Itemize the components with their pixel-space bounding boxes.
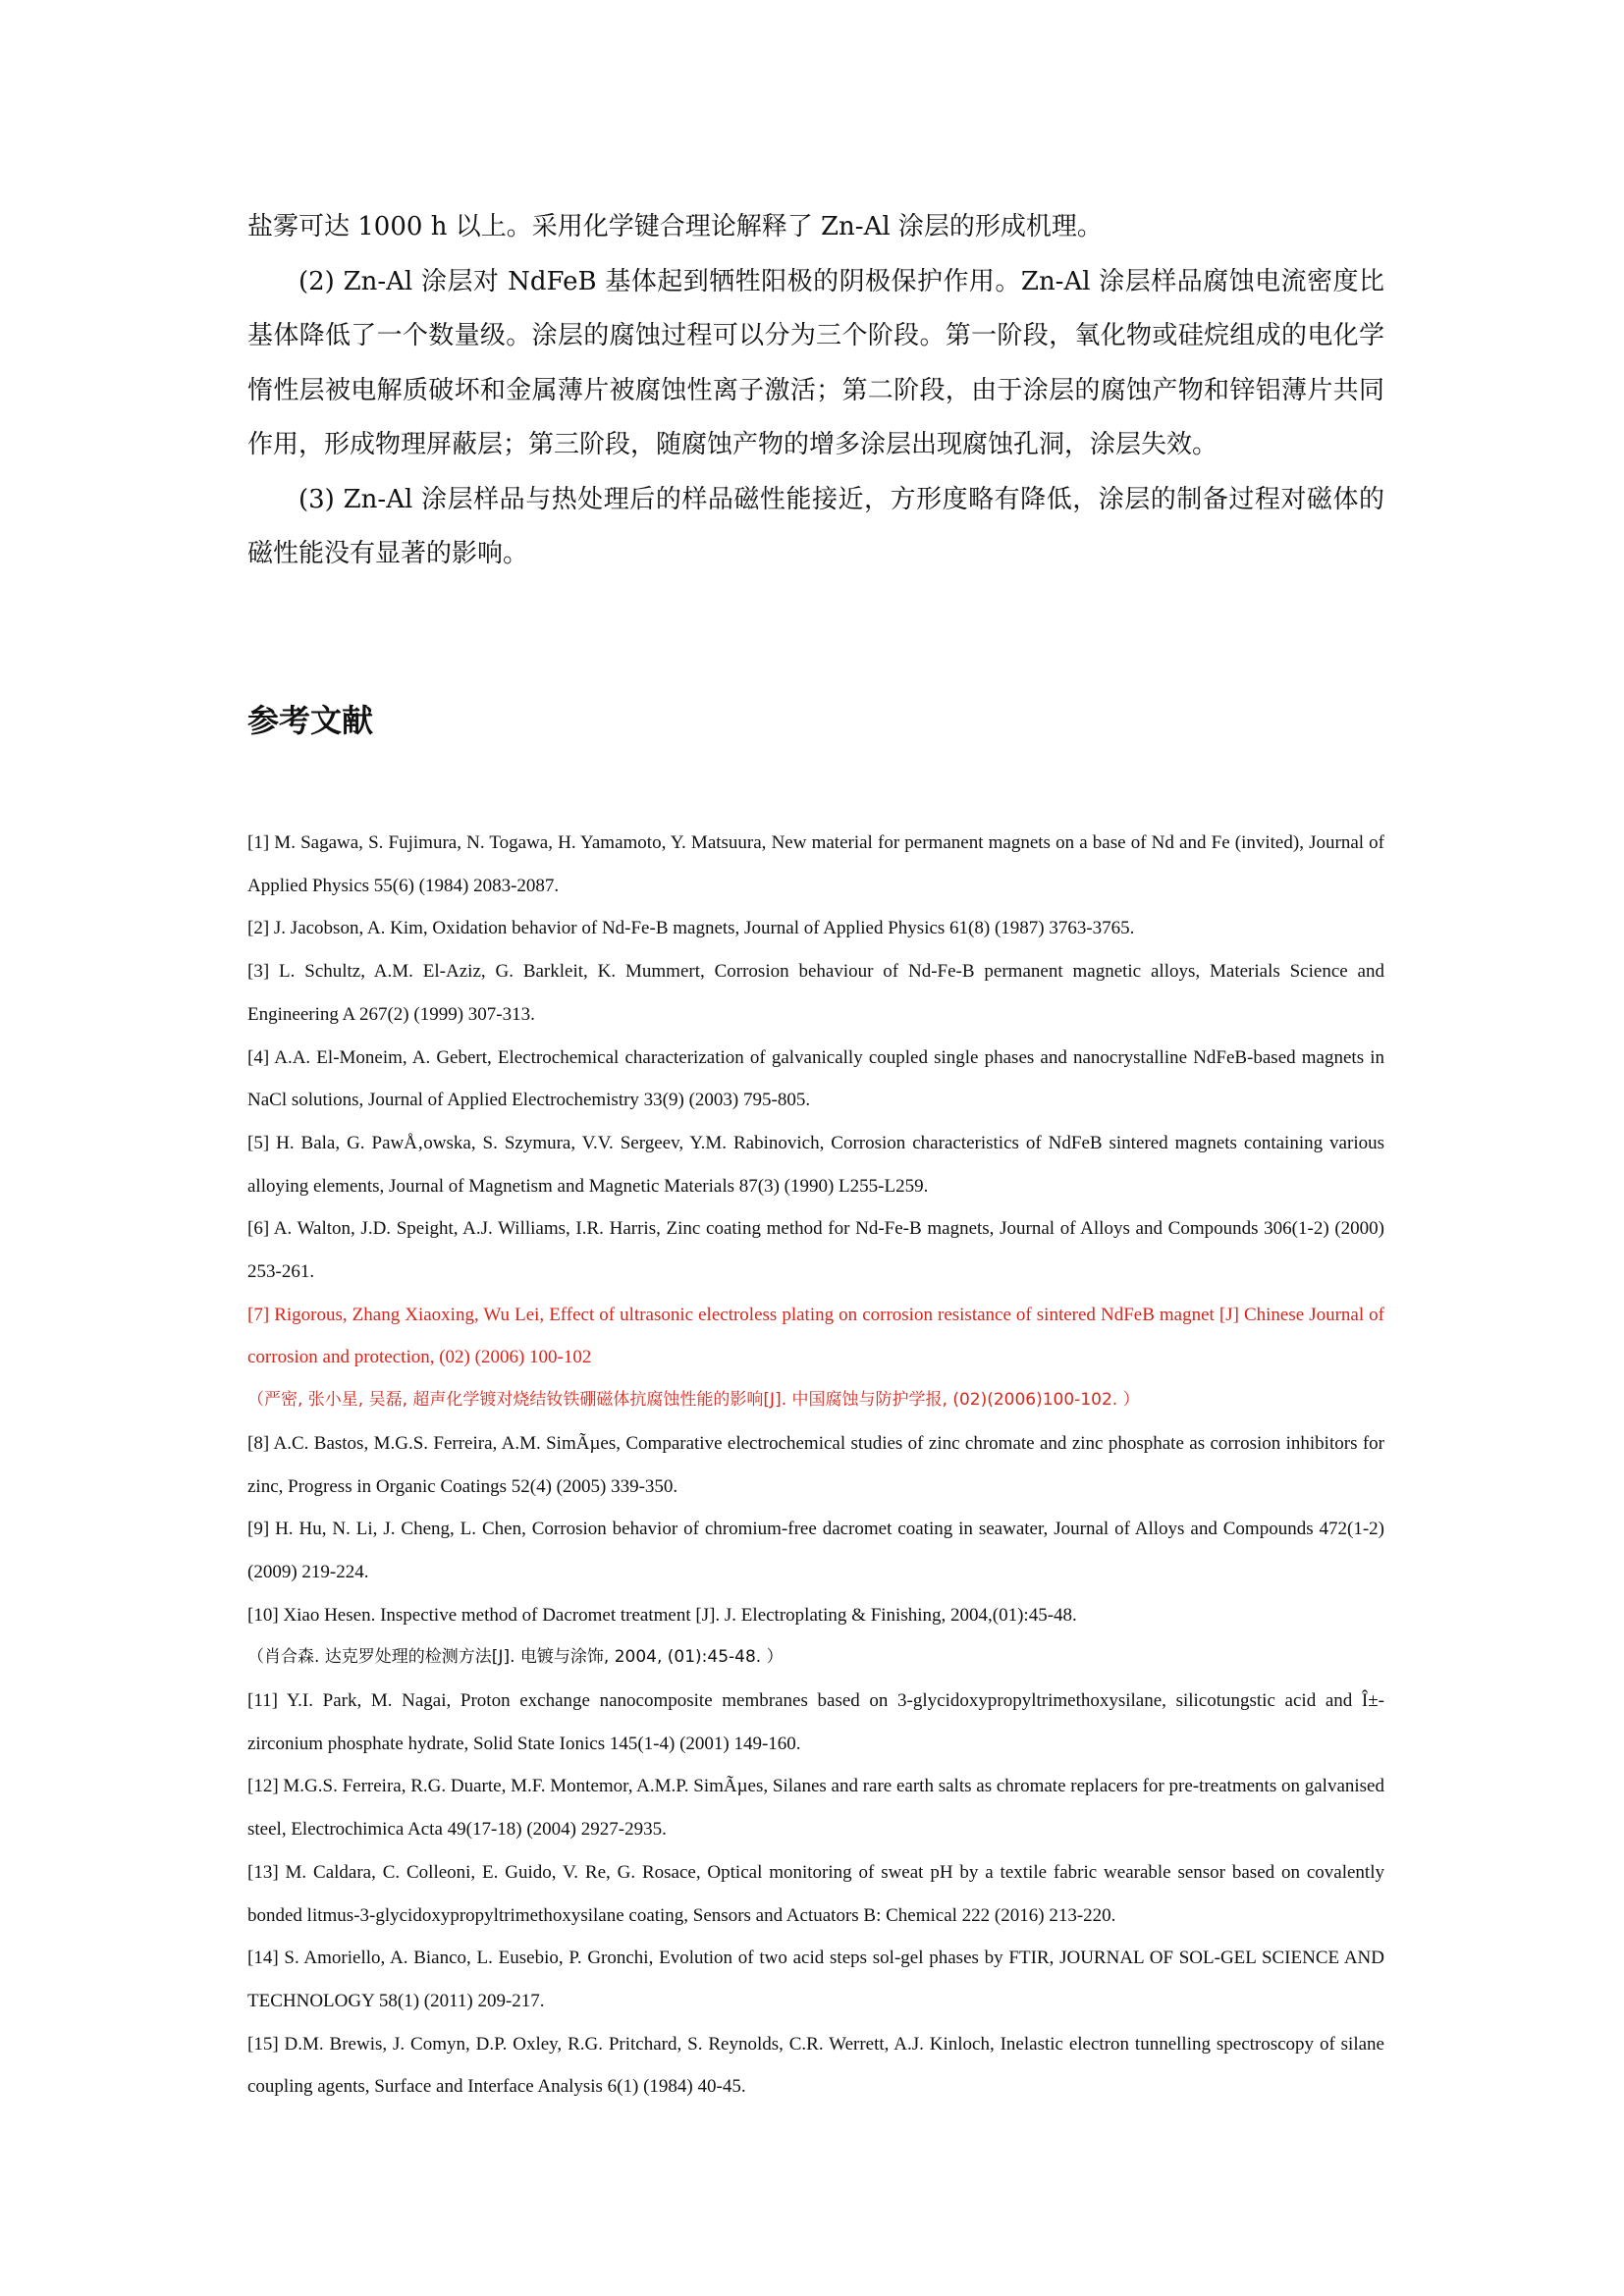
body-paragraph: 盐雾可达 1000 h 以上。采用化学键合理论解释了 Zn-Al 涂层的形成机理。 — [247, 212, 1103, 241]
conclusion-body — [247, 200, 1384, 582]
reference-item: [5] H. Bala, G. PawÅ‚owska, S. Szymura, V.V. Sergeev, Y.M. Rabinovich, Corrosion characteristics of NdFeB sintered magnets containing various alloying elements, Journal of Magnetism and Magnetic Materials 87(3) (1990) L255-L259. — [247, 1132, 1384, 1197]
reference-item: [7] Rigorous, Zhang Xiaoxing, Wu Lei, Effect of ultrasonic electroless plating on corrosion resistance of sintered NdFeB magnet [J] Chinese Journal of corrosion and protection, (02) (2006) 100-102 — [247, 1304, 1384, 1368]
reference-item: [10] Xiao Hesen. Inspective method of Dacromet treatment [J]. J. Electroplating & Finishing, 2004,(01):45-48. — [247, 1604, 1077, 1626]
reference-item: [9] H. Hu, N. Li, J. Cheng, L. Chen, Corrosion behavior of chromium-free dacromet coating in seawater, Journal of Alloys and Compounds 472(1-2) (2009) 219-224. — [247, 1519, 1384, 1582]
body-paragraph: (2) Zn-Al 涂层对 NdFeB 基体起到牺牲阳极的阴极保护作用。Zn-Al 涂层样品腐蚀电流密度比基体降低了一个数量级。涂层的腐蚀过程可以分为三个阶段。第一阶段，氧化物或硅烷组成的电化学惰性层被电解质破坏和金属薄片被腐蚀性离子激活；第二阶段，由于涂层的腐蚀产物和锌铝薄片共同作用，形成物理屏蔽层；第三阶段，随腐蚀产物的增多涂层出现腐蚀孔洞，涂层失效。 — [247, 266, 1384, 459]
reference-item: [15] D.M. Brewis, J. Comyn, D.P. Oxley, R.G. Pritchard, S. Reynolds, C.R. Werrett, A.J. Kinloch, Inelastic electron tunnelling spectroscopy of silane coupling agents, Surface and Interface Analysis 6(1) (1984) 40-45. — [247, 2033, 1384, 2098]
body-paragraph: (3) Zn-Al 涂层样品与热处理后的样品磁性能接近，方形度略有降低，涂层的制备过程对磁体的磁性能没有显著的影响。 — [247, 484, 1384, 568]
reference-list — [247, 822, 1384, 2109]
reference-item: [6] A. Walton, J.D. Speight, A.J. Williams, I.R. Harris, Zinc coating method for Nd-Fe-B magnets, Journal of Alloys and Compounds 306(1-2) (2000) 253-261. — [247, 1218, 1384, 1283]
reference-item: [4] A.A. El-Moneim, A. Gebert, Electrochemical characterization of galvanically coupled single phases and nanocrystalline NdFeB-based magnets in NaCl solutions, Journal of Applied Electrochemistry 33(9) (2003) 795-805. — [247, 1046, 1384, 1111]
reference-item: [13] M. Caldara, C. Colleoni, E. Guido, V. Re, G. Rosace, Optical monitoring of sweat pH by a textile fabric wearable sensor based on covalently bonded litmus-3-glycidoxypropyltrimethoxysilane coating, Sensors and Actuators B: Chemical 222 (2016) 213-220. — [247, 1861, 1384, 1926]
reference-item: [12] M.G.S. Ferreira, R.G. Duarte, M.F. Montemor, A.M.P. SimÃµes, Silanes and rare earth salts as chromate replacers for pre-treatments on galvanised steel, Electrochimica Acta 49(17-18) (2004) 2927-2935. — [247, 1776, 1384, 1841]
reference-chinese-translation: （肖合森. 达克罗处理的检测方法[J]. 电镀与涂饰, 2004, (01):45-48. ） — [247, 1647, 784, 1668]
reference-item: [8] A.C. Bastos, M.G.S. Ferreira, A.M. SimÃµes, Comparative electrochemical studies of zinc chromate and zinc phosphate as corrosion inhibitors for zinc, Progress in Organic Coatings 52(4) (2005) 339-350. — [247, 1432, 1384, 1497]
reference-item: [3] L. Schultz, A.M. El-Aziz, G. Barkleit, K. Mummert, Corrosion behaviour of Nd-Fe-B permanent magnetic alloys, Materials Science and Engineering A 267(2) (1999) 307-313. — [247, 961, 1384, 1025]
reference-item: [1] M. Sagawa, S. Fujimura, N. Togawa, H. Yamamoto, Y. Matsuura, New material for permanent magnets on a base of Nd and Fe (invited), Journal of Applied Physics 55(6) (1984) 2083-2087. — [247, 832, 1384, 896]
references-heading: 参考文献 — [247, 702, 374, 739]
reference-item: [2] J. Jacobson, A. Kim, Oxidation behavior of Nd-Fe-B magnets, Journal of Applied Physics 61(8) (1987) 3763-3765. — [247, 918, 1135, 939]
reference-item: [11] Y.I. Park, M. Nagai, Proton exchange nanocomposite membranes based on 3-glycidoxypropyltrimethoxysilane, silicotungstic acid and Î±-zirconium phosphate hydrate, Solid State Ionics 145(1-4) (2001) 149-160. — [247, 1690, 1384, 1754]
reference-chinese-translation: （严密, 张小星, 吴磊, 超声化学镀对烧结钕铁硼磁体抗腐蚀性能的影响[J]. 中国腐蚀与防护学报, (02)(2006)100-102. ） — [247, 1390, 1140, 1411]
reference-item: [14] S. Amoriello, A. Bianco, L. Eusebio, P. Gronchi, Evolution of two acid steps sol-gel phases by FTIR, JOURNAL OF SOL-GEL SCIENCE AND TECHNOLOGY 58(1) (2011) 209-217. — [247, 1948, 1384, 2011]
